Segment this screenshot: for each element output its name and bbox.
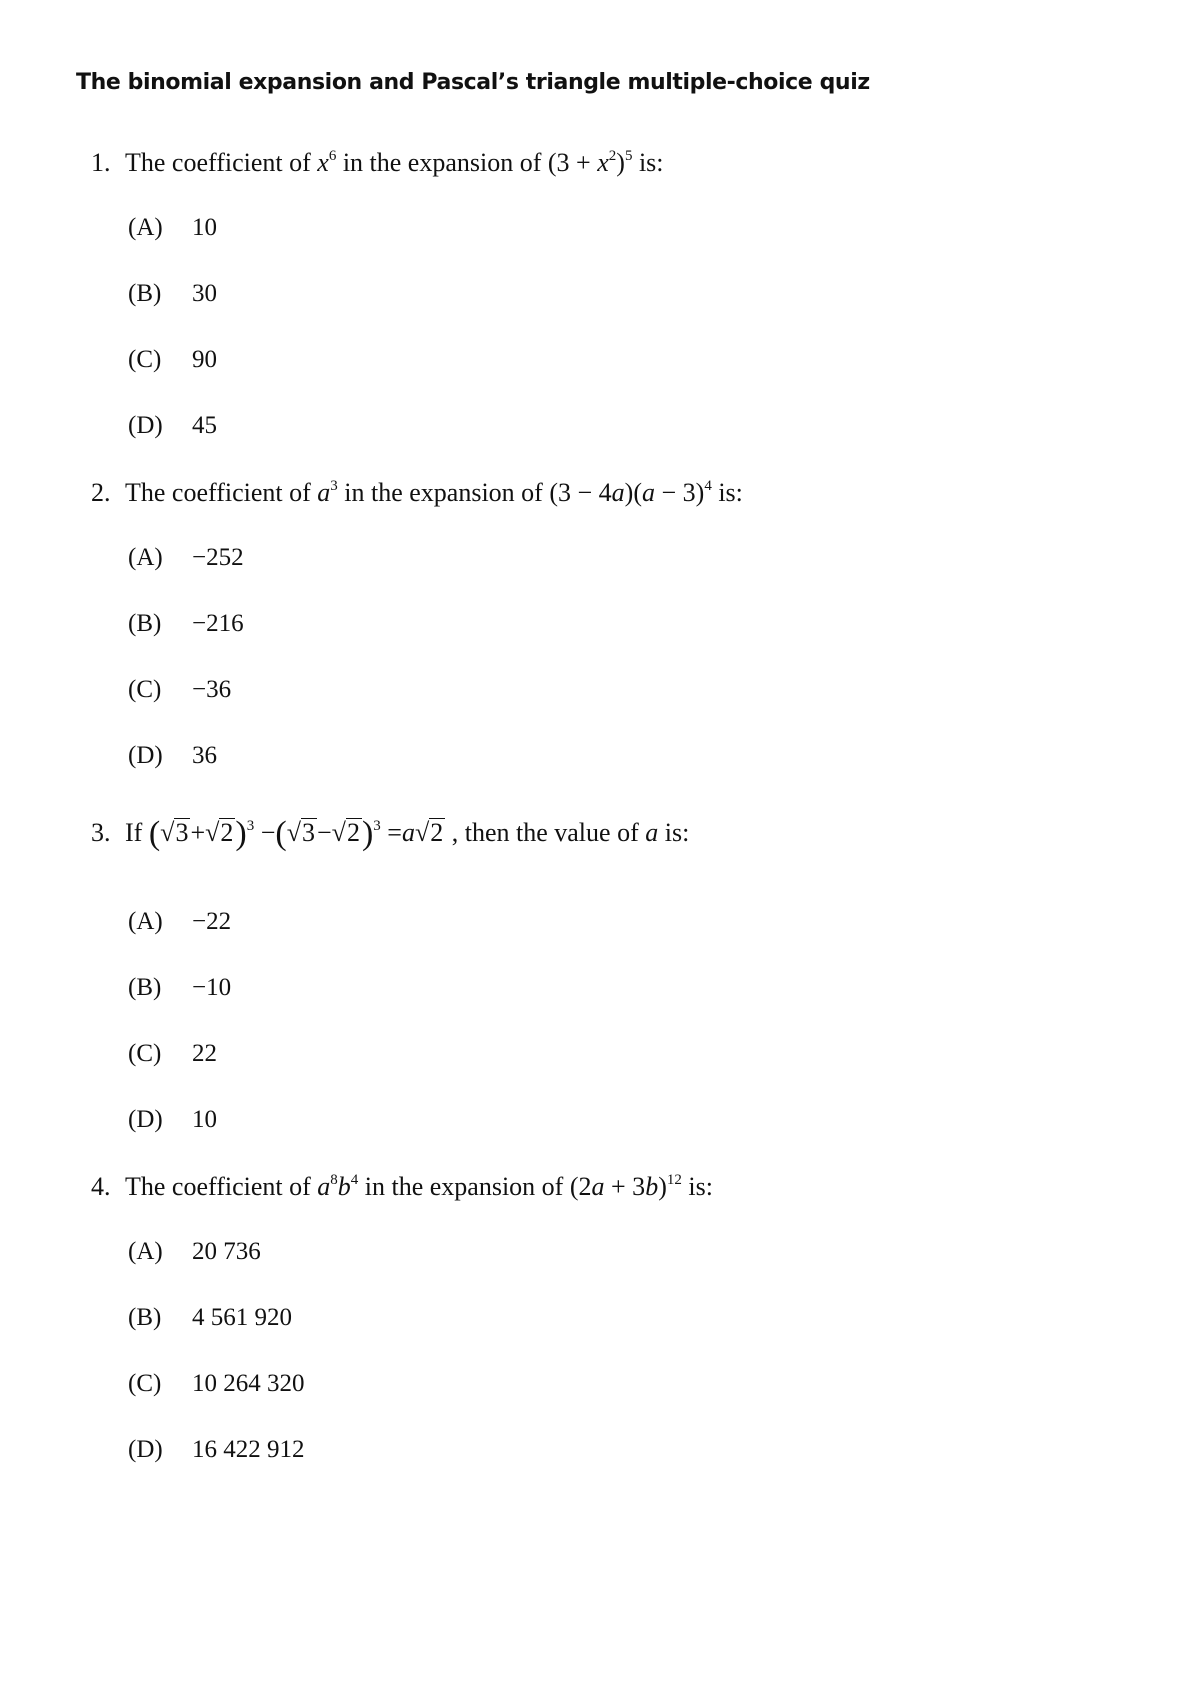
option-letter: (A): [128, 1238, 163, 1265]
question-text-after: is:: [664, 818, 690, 847]
option-3a[interactable]: [128, 908, 231, 936]
question-4: [91, 1172, 713, 1202]
expression-variable-2: b: [645, 1172, 659, 1201]
option-value: 90: [192, 346, 217, 373]
expression-close: ): [616, 148, 625, 177]
page-title: The binomial expansion and Pascal’s triangle multiple-choice quiz: [76, 70, 870, 95]
radicand-2: 2: [220, 818, 234, 847]
option-value: −252: [192, 544, 244, 571]
expression-outer-exponent: 5: [624, 148, 633, 164]
option-value: 10: [192, 1106, 217, 1133]
text-variable: a: [645, 818, 659, 847]
option-value: 4 561 920: [192, 1304, 292, 1331]
sqrt-symbol: √: [205, 818, 220, 847]
option-value: 16 422 912: [192, 1436, 305, 1463]
option-2c[interactable]: [128, 676, 231, 704]
term-base: x: [317, 148, 329, 177]
sqrt-symbol: √: [160, 818, 175, 847]
option-2b[interactable]: [128, 610, 244, 638]
option-2d[interactable]: [128, 742, 217, 770]
option-value: 10: [192, 214, 217, 241]
question-number: 4.: [91, 1172, 111, 1201]
option-1d[interactable]: [128, 412, 217, 440]
question-text-after: is:: [688, 1172, 713, 1201]
expression-variable-2: a: [642, 478, 655, 507]
term-exponent: 3: [330, 478, 338, 494]
option-2a[interactable]: [128, 544, 244, 572]
question-text-middle: in the expansion of: [344, 478, 543, 507]
expression-variable-1: a: [591, 1172, 605, 1201]
option-1a[interactable]: [128, 214, 217, 242]
option-value: 20 736: [192, 1238, 261, 1265]
option-value: 30: [192, 280, 217, 307]
question-text-then: , then the value of: [451, 818, 639, 847]
option-4b[interactable]: [128, 1304, 292, 1332]
exponent: 3: [373, 818, 381, 834]
expression-part-2: )(: [624, 478, 642, 507]
option-value: −216: [192, 610, 244, 637]
expression-inner-exponent: 2: [608, 148, 617, 164]
sqrt-symbol: √: [414, 818, 430, 847]
option-value: 10 264 320: [192, 1370, 305, 1397]
radicand-3: 3: [175, 818, 189, 847]
option-letter: (A): [128, 544, 163, 571]
option-letter: (D): [128, 1436, 163, 1463]
question-1: [91, 148, 664, 178]
option-3c[interactable]: [128, 1040, 217, 1068]
option-letter: (C): [128, 676, 162, 703]
radicand-3: 3: [302, 818, 315, 847]
option-letter: (B): [128, 974, 162, 1001]
option-4d[interactable]: [128, 1436, 305, 1464]
question-number: 3.: [91, 818, 111, 847]
equals-sign: =: [387, 818, 402, 847]
option-4a[interactable]: [128, 1238, 261, 1266]
option-value: −10: [192, 974, 232, 1001]
exponent-b: 4: [350, 1172, 359, 1188]
option-letter: (A): [128, 908, 163, 935]
expression-part-1: (2: [569, 1172, 592, 1201]
option-4c[interactable]: [128, 1370, 305, 1398]
expression-exponent: 4: [704, 478, 712, 494]
term-exponent: 6: [328, 148, 337, 164]
question-number: 2.: [91, 478, 111, 507]
question-if: If: [125, 818, 143, 847]
option-value: 45: [192, 412, 217, 439]
question-text-before: The coefficient of: [125, 148, 311, 177]
option-letter: (D): [128, 412, 163, 439]
option-1c[interactable]: [128, 346, 217, 374]
expression-exponent: 12: [666, 1172, 682, 1188]
option-3d[interactable]: [128, 1106, 217, 1134]
question-2: [91, 478, 743, 508]
sqrt-symbol: √: [331, 818, 346, 847]
term-base: a: [317, 478, 331, 507]
right-paren: ): [235, 815, 247, 852]
question-number: 1.: [91, 148, 111, 177]
option-letter: (B): [128, 280, 162, 307]
radicand-2: 2: [346, 818, 360, 847]
question-text-before: The coefficient of: [125, 478, 311, 507]
plus-sign: +: [190, 818, 206, 847]
option-letter: (C): [128, 346, 162, 373]
question-text-middle: in the expansion of: [342, 148, 542, 177]
option-value: −36: [192, 676, 232, 703]
expression-open: (3 +: [547, 148, 591, 177]
option-value: −22: [192, 908, 232, 935]
expression-part-1: (3 − 4: [549, 478, 612, 507]
question-text-middle: in the expansion of: [364, 1172, 564, 1201]
option-letter: (D): [128, 1106, 163, 1133]
expression-variable-1: a: [611, 478, 625, 507]
variable-a: a: [317, 1172, 331, 1201]
expression-variable: x: [597, 148, 609, 177]
question-text-after: is:: [718, 478, 743, 507]
question-text-after: is:: [638, 148, 664, 177]
minus-sign: −: [317, 818, 332, 847]
option-3b[interactable]: [128, 974, 231, 1002]
sqrt-symbol: √: [286, 818, 301, 847]
variable-b: b: [337, 1172, 351, 1201]
exponent-a: 8: [330, 1172, 338, 1188]
expression-part-2: + 3: [611, 1172, 646, 1201]
expression-part-3: ): [658, 1172, 667, 1201]
question-3: [91, 815, 690, 852]
option-value: 36: [192, 742, 217, 769]
left-paren: (: [148, 815, 161, 852]
minus-sign: −: [260, 818, 276, 847]
exponent: 3: [246, 818, 255, 834]
right-paren: ): [361, 815, 374, 852]
option-value: 22: [192, 1040, 217, 1067]
variable-a: a: [401, 818, 415, 847]
option-letter: (C): [128, 1370, 162, 1397]
option-1b[interactable]: [128, 280, 217, 308]
radicand-2: 2: [430, 818, 444, 847]
question-text-before: The coefficient of: [125, 1172, 311, 1201]
option-letter: (C): [128, 1040, 162, 1067]
option-letter: (A): [128, 214, 163, 241]
option-letter: (B): [128, 610, 162, 637]
left-paren: (: [275, 815, 287, 852]
option-letter: (D): [128, 742, 163, 769]
option-letter: (B): [128, 1304, 162, 1331]
expression-part-3: − 3): [661, 478, 705, 507]
